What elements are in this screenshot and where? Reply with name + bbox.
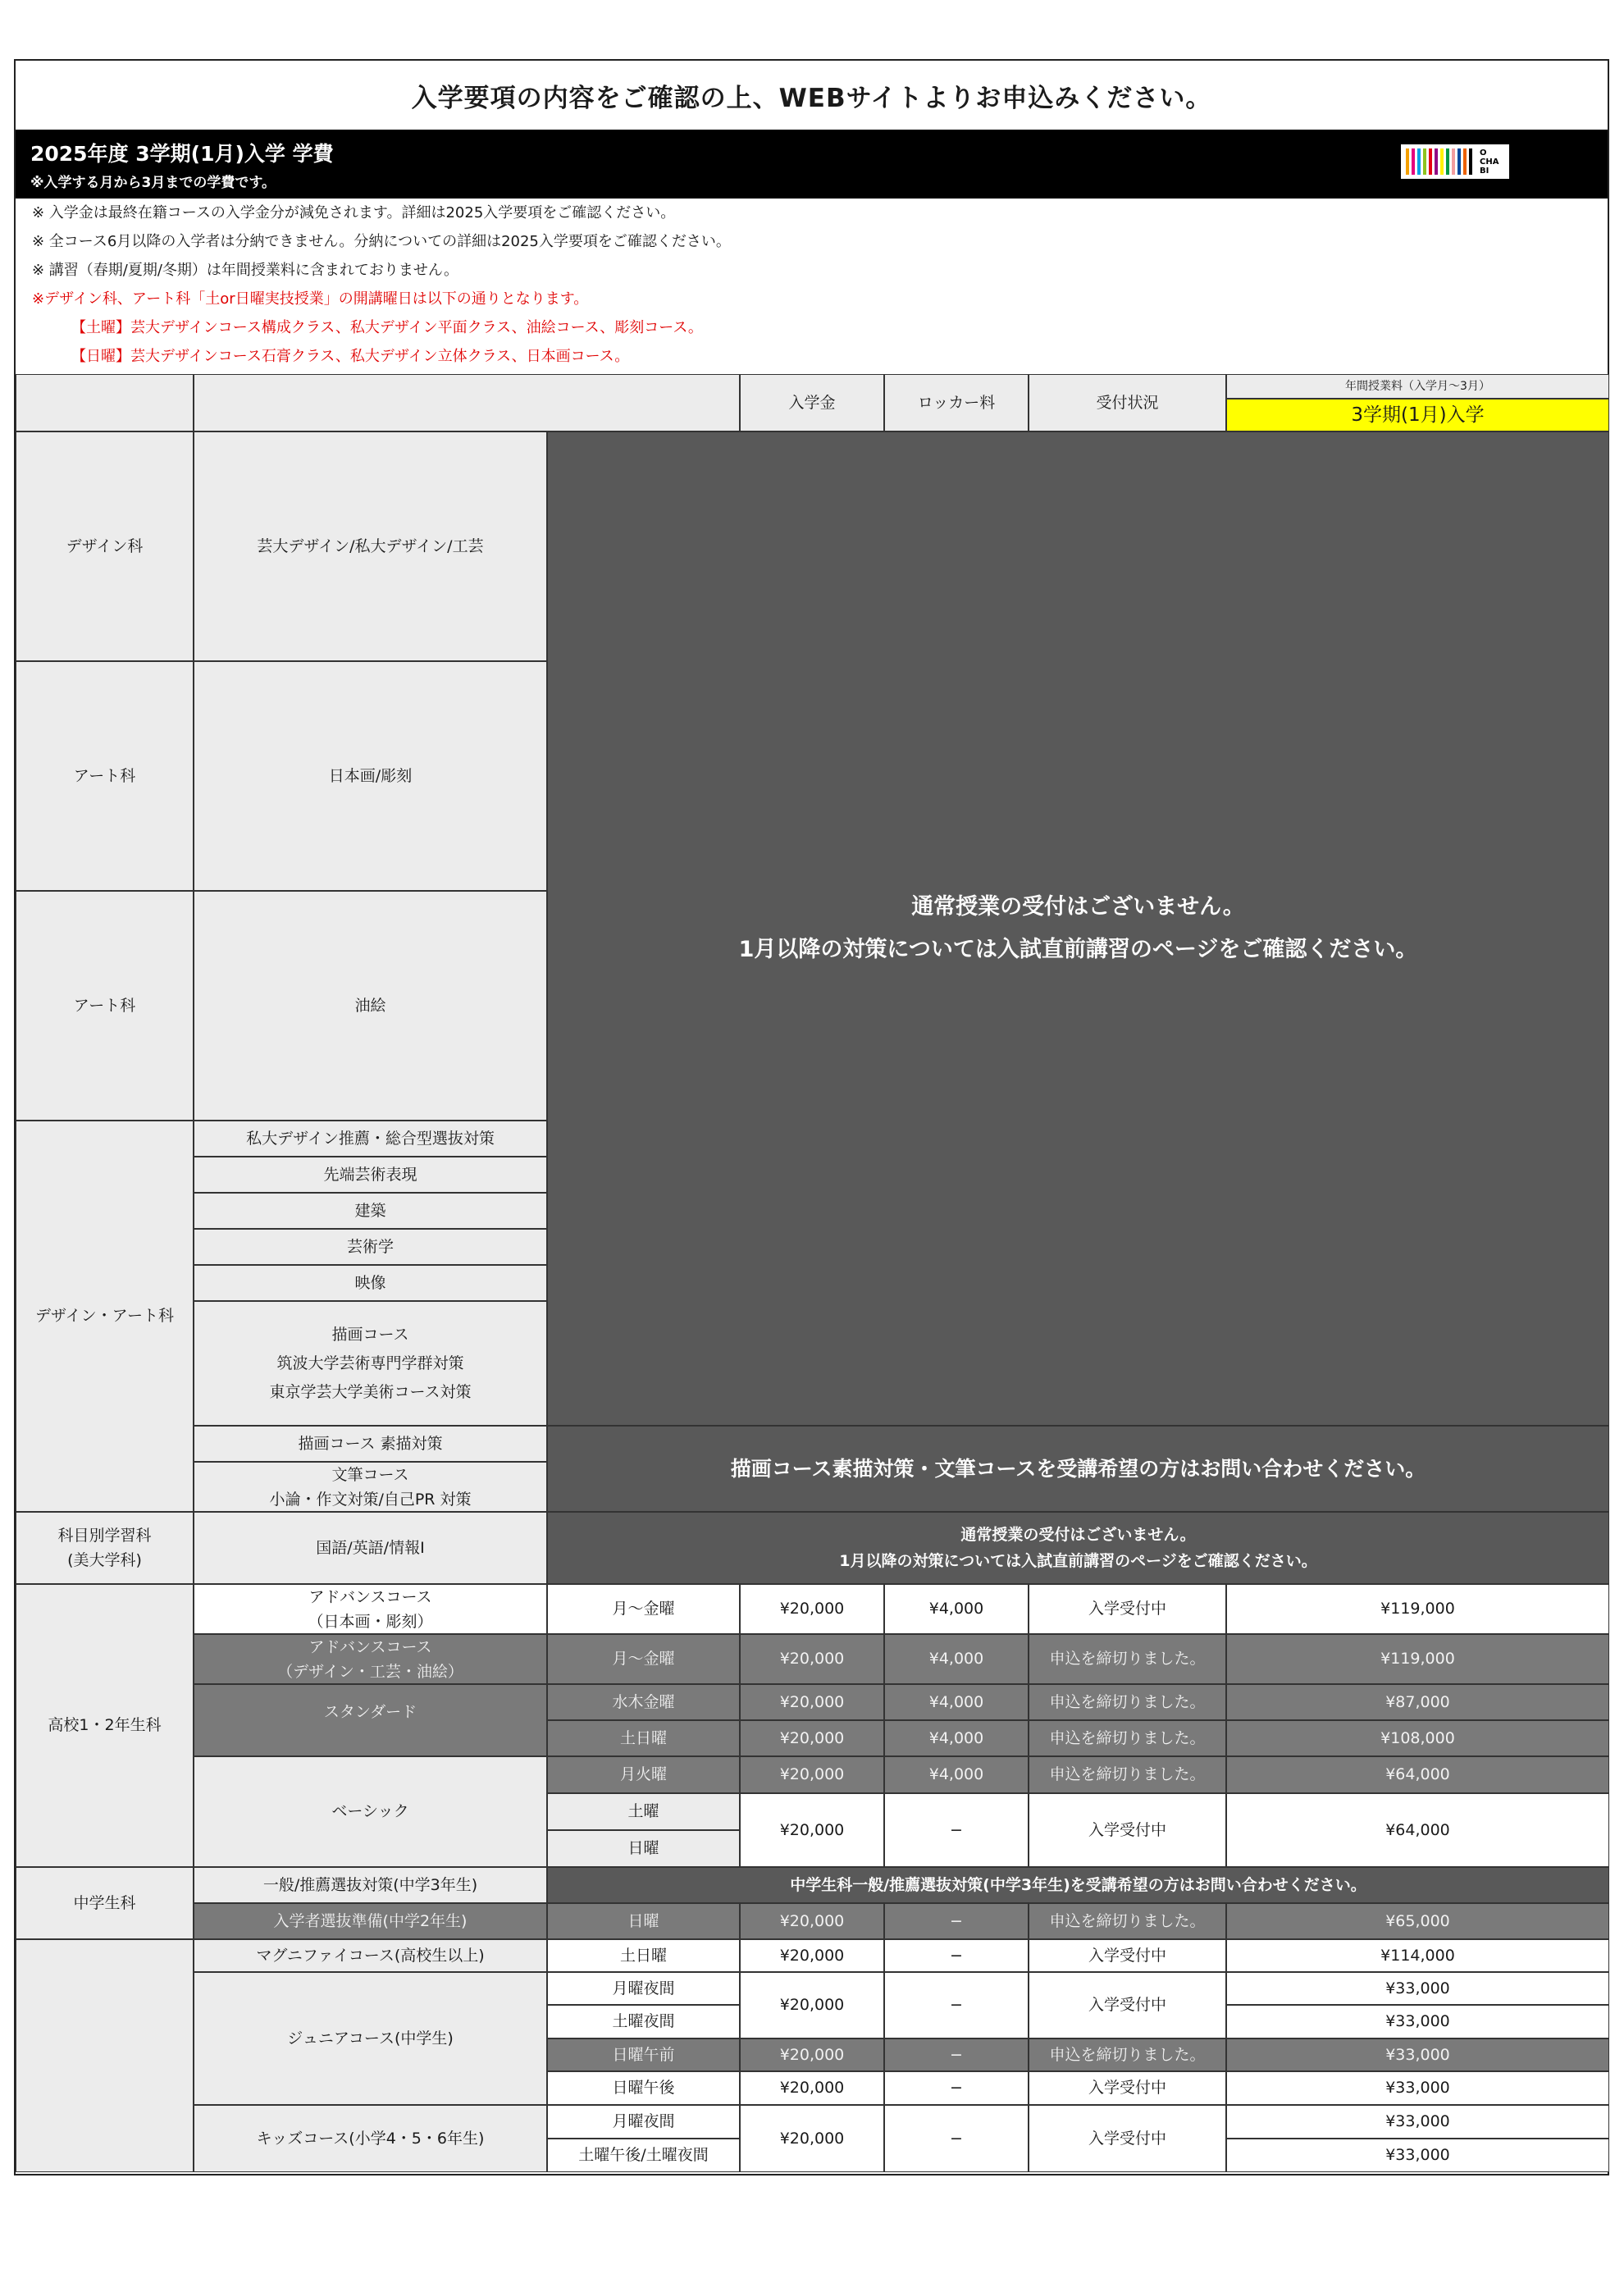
course-standard: スタンダード	[194, 1684, 547, 1756]
closed-message-main: 通常授業の受付はございません。 1月以降の対策については入試直前講習のページをご確認ください。	[547, 431, 1609, 1426]
course-item: 映像	[194, 1265, 547, 1301]
section-other	[16, 1939, 194, 2172]
ochabi-logo	[1401, 144, 1509, 179]
logo-text: O CHA BI	[1480, 148, 1499, 176]
row-locker: ¥4,000	[884, 1584, 1029, 1634]
row-locker: −	[884, 2071, 1029, 2105]
row-locker: −	[884, 2038, 1029, 2071]
section-art: アート科	[16, 891, 194, 1121]
note-item: 【日曜】芸大デザインコース石膏クラス、私大デザイン立体クラス、日本画コース。	[71, 348, 630, 365]
row-entry: ¥20,000	[740, 2071, 884, 2105]
row-fee: ¥33,000	[1226, 2139, 1609, 2172]
row-entry: ¥20,000	[740, 1756, 884, 1793]
row-status: 申込を締切りました。	[1029, 1684, 1226, 1720]
course-item: 先端芸術表現	[194, 1157, 547, 1193]
row-days: 土曜	[547, 1793, 740, 1830]
course-ms-prep: 入学者選抜準備(中学2年生)	[194, 1903, 547, 1939]
course-drawing: 描画コース 筑波大学芸術専門学群対策 東京学芸大学美術コース対策	[194, 1301, 547, 1426]
course-ms-general: 一般/推薦選抜対策(中学3年生)	[194, 1867, 547, 1903]
section-subject: 科目別学習科 (美大学科)	[16, 1512, 194, 1584]
course-item: 建築	[194, 1193, 547, 1229]
header-blank	[16, 374, 194, 431]
course-sketch: 描画コース 素描対策	[194, 1426, 547, 1462]
row-status: 申込を締切りました。	[1029, 1903, 1226, 1939]
closed-message-subject: 通常授業の受付はございません。 1月以降の対策については入試直前講習のページをご確認ください。	[547, 1512, 1609, 1584]
row-days: 日曜午前	[547, 2038, 740, 2071]
header-locker-fee: ロッカー料	[884, 374, 1029, 431]
row-days: 月曜夜間	[547, 2105, 740, 2139]
note-item: ※ 入学金は最終在籍コースの入学金分が減免されます。詳細は2025入学要項をご確認ください。	[32, 204, 676, 221]
row-entry: ¥20,000	[740, 1684, 884, 1720]
row-fee: ¥64,000	[1226, 1793, 1609, 1867]
header-blank	[194, 374, 740, 431]
header-status: 受付状況	[1029, 374, 1226, 431]
row-days: 土曜午後/土曜夜間	[547, 2139, 740, 2172]
note-item: ※ 全コース6月以降の入学者は分納できません。分納についての詳細は2025入学要項をご確認ください。	[32, 233, 731, 250]
top-notice: 入学要項の内容をご確認の上、WEBサイトよりお申込みください。	[16, 61, 1608, 130]
row-fee: ¥33,000	[1226, 2071, 1609, 2105]
row-fee: ¥87,000	[1226, 1684, 1609, 1720]
course-subject: 国語/英語/情報Ⅰ	[194, 1512, 547, 1584]
course-kids: キッズコース(小学4・5・6年生)	[194, 2105, 547, 2172]
row-locker: −	[884, 2105, 1029, 2172]
header-entry-fee: 入学金	[740, 374, 884, 431]
row-fee: ¥108,000	[1226, 1720, 1609, 1756]
row-days: 月曜夜間	[547, 1972, 740, 2005]
row-locker: −	[884, 1793, 1029, 1867]
row-days: 日曜	[547, 1830, 740, 1867]
row-entry: ¥20,000	[740, 2038, 884, 2071]
row-days: 水木金曜	[547, 1684, 740, 1720]
page-title: 2025年度 3学期(1月)入学 学費	[30, 142, 334, 166]
course-writing: 文筆コース 小論・作文対策/自己PR 対策	[194, 1462, 547, 1512]
header-annual-fee: 年間授業料（入学月〜3月）	[1226, 374, 1609, 399]
row-entry: ¥20,000	[740, 1793, 884, 1867]
row-entry: ¥20,000	[740, 1939, 884, 1972]
ms-inquiry-message: 中学生科一般/推薦選抜対策(中学3年生)を受講希望の方はお問い合わせください。	[547, 1867, 1609, 1903]
row-status: 申込を締切りました。	[1029, 1720, 1226, 1756]
row-fee: ¥33,000	[1226, 2038, 1609, 2071]
row-status: 入学受付中	[1029, 1793, 1226, 1867]
row-entry: ¥20,000	[740, 1972, 884, 2038]
row-fee: ¥119,000	[1226, 1584, 1609, 1634]
row-fee: ¥114,000	[1226, 1939, 1609, 1972]
row-locker: ¥4,000	[884, 1684, 1029, 1720]
row-fee: ¥33,000	[1226, 1972, 1609, 2005]
logo-stripes-icon	[1406, 148, 1475, 175]
row-fee: ¥64,000	[1226, 1756, 1609, 1793]
row-fee: ¥65,000	[1226, 1903, 1609, 1939]
row-status: 入学受付中	[1029, 2071, 1226, 2105]
course-item: 芸術学	[194, 1229, 547, 1265]
row-status: 入学受付中	[1029, 1584, 1226, 1634]
page-subtitle: ※入学する月から3月までの学費です。	[30, 175, 276, 191]
title-bar	[16, 130, 1608, 199]
section-design-art: デザイン・アート科	[16, 1121, 194, 1512]
course-basic: ベーシック	[194, 1756, 547, 1867]
row-days: 土曜夜間	[547, 2005, 740, 2038]
row-days: 土日曜	[547, 1720, 740, 1756]
row-fee: ¥119,000	[1226, 1634, 1609, 1684]
course-oil: 油絵	[194, 891, 547, 1121]
row-locker: −	[884, 1939, 1029, 1972]
section-highschool: 高校1・2年生科	[16, 1584, 194, 1867]
drawing-inquiry-message: 描画コース素描対策・文筆コースを受講希望の方はお問い合わせください。	[547, 1426, 1609, 1512]
row-locker: −	[884, 1972, 1029, 2038]
row-status: 入学受付中	[1029, 1939, 1226, 1972]
section-art: アート科	[16, 661, 194, 891]
row-days: 土日曜	[547, 1939, 740, 1972]
header-term: 3学期(1月)入学	[1226, 399, 1609, 431]
section-middleschool: 中学生科	[16, 1867, 194, 1939]
row-days: 日曜	[547, 1903, 740, 1939]
fee-document	[14, 59, 1609, 2175]
row-entry: ¥20,000	[740, 1634, 884, 1684]
course-advance-b: アドバンスコース （デザイン・工芸・油絵）	[194, 1634, 547, 1684]
note-item: ※ 講習（春期/夏期/冬期）は年間授業料に含まれておりません。	[32, 262, 459, 279]
row-status: 申込を締切りました。	[1029, 1756, 1226, 1793]
row-entry: ¥20,000	[740, 1720, 884, 1756]
course-design: 芸大デザイン/私大デザイン/工芸	[194, 431, 547, 661]
section-design: デザイン科	[16, 431, 194, 661]
row-days: 日曜午後	[547, 2071, 740, 2105]
row-days: 月〜金曜	[547, 1634, 740, 1684]
course-nihonga: 日本画/彫刻	[194, 661, 547, 891]
note-item: 【土曜】芸大デザインコース構成クラス、私大デザイン平面クラス、油絵コース、彫刻コース。	[71, 319, 703, 336]
row-locker: ¥4,000	[884, 1720, 1029, 1756]
row-locker: −	[884, 1903, 1029, 1939]
course-junior: ジュニアコース(中学生)	[194, 1972, 547, 2105]
row-fee: ¥33,000	[1226, 2005, 1609, 2038]
row-entry: ¥20,000	[740, 1584, 884, 1634]
course-item: 私大デザイン推薦・総合型選抜対策	[194, 1121, 547, 1157]
row-status: 申込を締切りました。	[1029, 2038, 1226, 2071]
row-entry: ¥20,000	[740, 2105, 884, 2172]
course-magnify: マグニファイコース(高校生以上)	[194, 1939, 547, 1972]
row-status: 入学受付中	[1029, 1972, 1226, 2038]
note-item: ※デザイン科、アート科「土or日曜実技授業」の開講曜日は以下の通りとなります。	[32, 290, 589, 308]
row-status: 入学受付中	[1029, 2105, 1226, 2172]
row-days: 月〜金曜	[547, 1584, 740, 1634]
row-fee: ¥33,000	[1226, 2105, 1609, 2139]
row-entry: ¥20,000	[740, 1903, 884, 1939]
row-locker: ¥4,000	[884, 1634, 1029, 1684]
notes-list	[32, 199, 1590, 371]
row-status: 申込を締切りました。	[1029, 1634, 1226, 1684]
row-locker: ¥4,000	[884, 1756, 1029, 1793]
row-days: 月火曜	[547, 1756, 740, 1793]
course-advance-a: アドバンスコース （日本画・彫刻）	[194, 1584, 547, 1634]
